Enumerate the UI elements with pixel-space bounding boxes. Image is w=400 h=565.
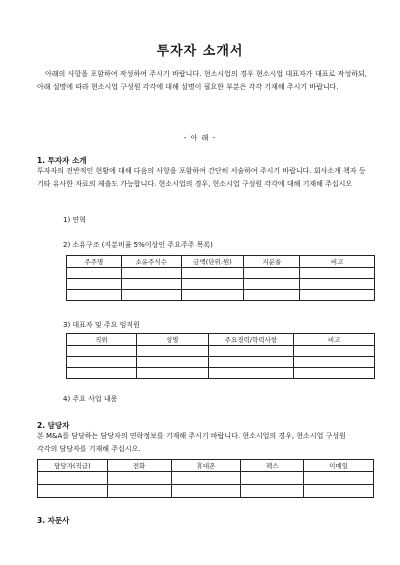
section-1-item-ownership: 2) 소유구조 (지분비율 5%이상인 주요주주 목록) — [63, 241, 213, 249]
table-header-cell: 지분율 — [244, 256, 300, 268]
contact-table — [37, 459, 374, 498]
table-header-cell: 직위 — [67, 334, 137, 346]
table-cell[interactable] — [121, 279, 181, 290]
table-cell[interactable] — [208, 346, 294, 357]
table-row — [38, 472, 374, 485]
table-cell[interactable] — [300, 279, 375, 290]
table-header-cell: 휴대폰 — [171, 460, 241, 472]
table-header-cell: 전화 — [107, 460, 171, 472]
table-cell[interactable] — [181, 268, 244, 279]
table-cell[interactable] — [67, 290, 122, 301]
table-cell[interactable] — [67, 279, 122, 290]
table-cell[interactable] — [171, 472, 241, 485]
table-header-cell: 비고 — [300, 256, 375, 268]
table-cell[interactable] — [208, 357, 294, 368]
table-cell[interactable] — [244, 279, 300, 290]
section-2-body: 본 M&A를 담당하는 담당자의 연락정보를 기재해 주시기 바랍니다. 현소시업의 경우, 현소시업 구성원 각각의 담당자를 기재해 주십시오. — [37, 432, 346, 453]
table-cell[interactable] — [136, 357, 208, 368]
table-cell[interactable] — [241, 485, 304, 498]
table-cell[interactable] — [294, 357, 375, 368]
table-cell[interactable] — [107, 485, 171, 498]
table-header-row — [38, 460, 374, 472]
table-cell[interactable] — [121, 290, 181, 301]
table-cell[interactable] — [241, 472, 304, 485]
divider-label: - 아 래 - — [183, 134, 217, 142]
table-row — [67, 290, 375, 301]
section-1-item-history: 1) 연혁 — [63, 216, 86, 224]
table-cell[interactable] — [38, 472, 108, 485]
table-cell[interactable] — [244, 290, 300, 301]
table-cell[interactable] — [107, 472, 171, 485]
officers-table — [66, 333, 375, 379]
table-cell[interactable] — [294, 368, 375, 379]
table-cell[interactable] — [38, 485, 108, 498]
table-cell[interactable] — [181, 279, 244, 290]
table-header-row — [67, 256, 375, 268]
table-header-cell: 성명 — [136, 334, 208, 346]
table-header-cell: 주요경력/학력사항 — [208, 334, 294, 346]
section-1-heading: 1. 투자자 소개 — [37, 156, 87, 165]
table-cell[interactable] — [67, 357, 137, 368]
table-header-cell: 팩스 — [241, 460, 304, 472]
table-header-cell: 이메일 — [304, 460, 374, 472]
table-cell[interactable] — [67, 346, 137, 357]
table-row — [67, 346, 375, 357]
table-cell[interactable] — [304, 485, 374, 498]
table-header-cell: 금액(단위:원) — [181, 256, 244, 268]
table-header-cell: 소유주식수 — [121, 256, 181, 268]
table-cell[interactable] — [136, 346, 208, 357]
section-1-body: 투자자의 전반적인 현황에 대해 다음의 사항을 포함하여 간단히 서술하여 주시기 바랍니다. 회사소개 책자 등 기타 유사한 자료의 제출도 가능합니다. 현소시업의 경우, 현소시업 구성원 각각에 대해 기재해 주십시오 — [37, 167, 366, 188]
table-row — [67, 368, 375, 379]
table-header-cell: 비고 — [294, 334, 375, 346]
table-cell[interactable] — [208, 368, 294, 379]
section-3-heading: 3. 자문사 — [37, 516, 70, 525]
table-cell[interactable] — [136, 368, 208, 379]
document-title: 투자자 소개서 — [156, 44, 244, 59]
table-header-cell: 담당자(직급) — [38, 460, 108, 472]
table-cell[interactable] — [244, 268, 300, 279]
table-cell[interactable] — [67, 368, 137, 379]
table-cell[interactable] — [304, 472, 374, 485]
table-cell[interactable] — [181, 290, 244, 301]
table-cell[interactable] — [67, 268, 122, 279]
table-cell[interactable] — [294, 346, 375, 357]
section-1-item-officers: 3) 대표자 및 주요 임직원 — [63, 321, 140, 329]
shareholders-table — [66, 255, 375, 301]
intro-paragraph: 아래의 사항을 포함하여 작성하여 주시기 바랍니다. 현소시업의 경우 현소시업 대표자가 대표로 작성하되, 아래 설명에 따라 현소시업 구성원 각각에 대해 설명이 필요한 부분은 각각 기재해 주시기 바랍니다. — [37, 70, 367, 91]
section-2-heading: 2. 담당자 — [37, 421, 70, 430]
table-header-cell: 주주명 — [67, 256, 122, 268]
table-header-row — [67, 334, 375, 346]
table-row — [67, 357, 375, 368]
table-cell[interactable] — [171, 485, 241, 498]
table-row — [38, 485, 374, 498]
table-row — [67, 279, 375, 290]
table-row — [67, 268, 375, 279]
table-cell[interactable] — [121, 268, 181, 279]
table-cell[interactable] — [300, 290, 375, 301]
table-cell[interactable] — [300, 268, 375, 279]
section-1-item-business: 4) 주요 사업 내용 — [63, 395, 118, 403]
